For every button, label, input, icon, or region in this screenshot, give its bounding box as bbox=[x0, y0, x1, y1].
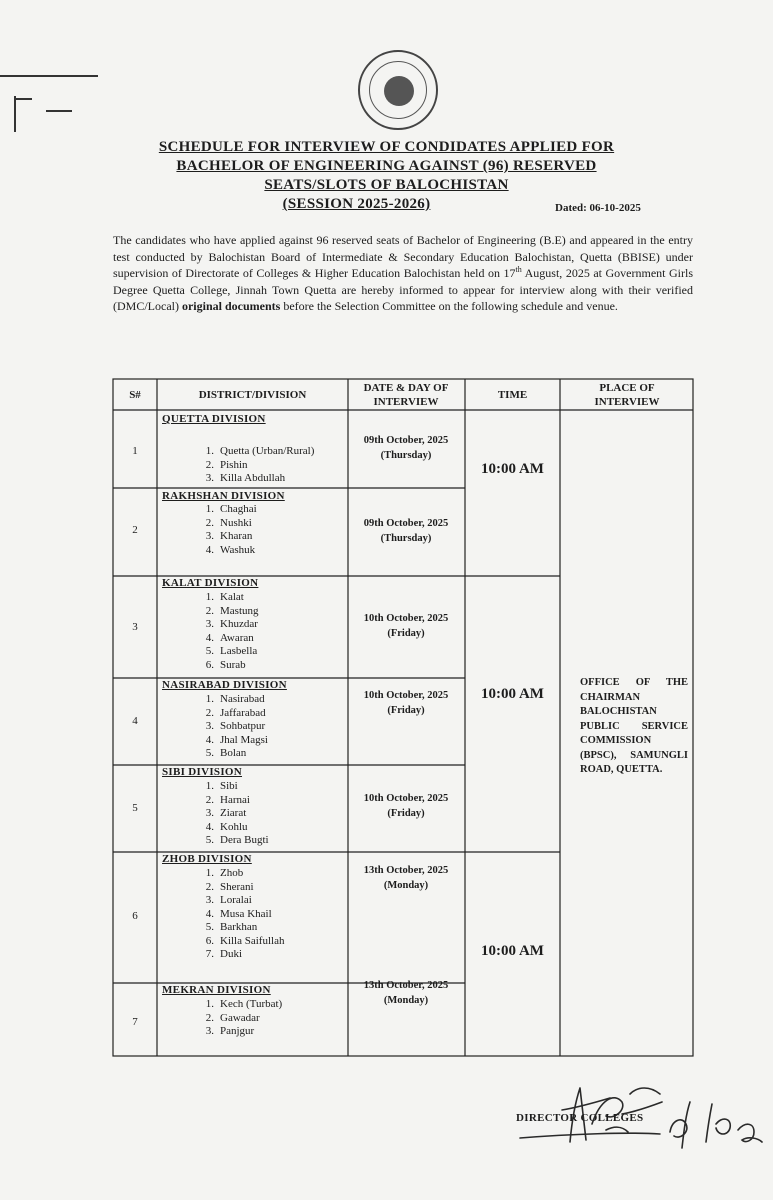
district-item: 1. Zhob bbox=[205, 867, 244, 879]
district-item: 1. Sibi bbox=[205, 780, 238, 792]
district-item: 4. Jhal Magsi bbox=[205, 733, 268, 746]
district-item: 6. Killa Saifullah bbox=[205, 934, 285, 947]
district-item: 3. Panjgur bbox=[205, 1025, 255, 1037]
scan-mark-top bbox=[0, 75, 98, 77]
row-5-sno: 5 bbox=[132, 802, 138, 814]
district-item: 1. Chaghai bbox=[205, 503, 257, 515]
header-district: DISTRICT/DIVISION bbox=[198, 389, 307, 401]
document-title-line-3: SEATS/SLOTS OF BALOCHISTAN bbox=[264, 177, 509, 193]
row-5-division: SIBI DIVISION bbox=[162, 766, 243, 778]
district-item: 4. Musa Khail bbox=[205, 907, 272, 920]
district-item: 3. Ziarat bbox=[205, 807, 247, 819]
district-item: 1. Nasirabad bbox=[205, 693, 265, 705]
district-item: 3. Kharan bbox=[205, 530, 253, 542]
district-item: 3. Loralai bbox=[205, 894, 252, 906]
row-7-sno: 7 bbox=[132, 1016, 138, 1028]
row-3-sno: 3 bbox=[132, 621, 138, 633]
row-1-date: 09th October, 2025 (Thursday) bbox=[363, 435, 449, 461]
header-date: DATE & DAY OF INTERVIEW bbox=[363, 382, 449, 408]
row-4-division: NASIRABAD DIVISION bbox=[162, 679, 287, 691]
row-1-sno: 1 bbox=[132, 445, 138, 457]
row-2-date: 09th October, 2025 (Thursday) bbox=[363, 518, 449, 544]
district-item: 5. Dera Bugti bbox=[205, 834, 269, 846]
document-title-session: (SESSION 2025-2026) bbox=[282, 196, 431, 212]
signatory-title: DIRECTOR COLLEGES bbox=[516, 1112, 644, 1124]
district-item: 4. Awaran bbox=[205, 631, 254, 644]
district-item: 6. Surab bbox=[205, 658, 246, 671]
district-item: 2. Mastung bbox=[205, 604, 259, 617]
scan-mark-arrow bbox=[46, 110, 72, 112]
row-7-date: 13th October, 2025 (Monday) bbox=[363, 980, 449, 1006]
intro-sup: th bbox=[515, 265, 522, 275]
row-3-division: KALAT DIVISION bbox=[162, 577, 259, 589]
district-item: 2. Gawadar bbox=[205, 1011, 260, 1024]
intro-text-1: The candidates who have applied against 96 reserved seats of Bachelor of Engineering (B.E) and appeared in the entry test conducted by Balochistan Board of Intermediate & Secondary Education Balochistan, Quetta (BBISE) under supervision of Directorate of Colleges & Higher Education Balochistan held on 17 bbox=[113, 233, 693, 281]
district-item: 4. Washuk bbox=[205, 543, 256, 556]
row-4-date: 10th October, 2025 (Friday) bbox=[363, 690, 449, 716]
district-item: 2. Harnai bbox=[205, 793, 250, 806]
row-2-districts bbox=[200, 503, 257, 557]
district-item: 1. Quetta (Urban/Rural) bbox=[205, 445, 315, 457]
district-item: 2. Pishin bbox=[205, 458, 248, 471]
intro-text-2: August, 2025 at Government Girls Degree Quetta College, Jinnah Town Quetta are hereby informed to appear for interview along with their verified (DMC/Local) bbox=[113, 266, 693, 314]
row-3-date: 10th October, 2025 (Friday) bbox=[363, 613, 449, 639]
district-item: 2. Jaffarabad bbox=[205, 706, 266, 719]
time-slot-2: 10:00 AM bbox=[481, 686, 544, 702]
row-6-date: 13th October, 2025 (Monday) bbox=[363, 865, 449, 891]
header-time: TIME bbox=[497, 389, 528, 401]
district-item: 5. Bolan bbox=[205, 747, 247, 759]
row-7-districts bbox=[200, 998, 282, 1039]
document-title-line-2: BACHELOR OF ENGINEERING AGAINST (96) RESERVED bbox=[176, 158, 597, 174]
row-7-division: MEKRAN DIVISION bbox=[162, 984, 271, 996]
district-item: 1. Kech (Turbat) bbox=[205, 998, 283, 1010]
row-1-districts bbox=[200, 445, 314, 486]
scan-mark-tick bbox=[14, 98, 32, 100]
district-item: 1. Kalat bbox=[205, 591, 244, 603]
row-5-date: 10th October, 2025 (Friday) bbox=[363, 793, 449, 819]
row-4-districts bbox=[200, 693, 268, 761]
row-3-districts bbox=[200, 591, 259, 672]
interview-venue: OFFICE OF THE CHAIRMAN BALOCHISTAN PUBLIC SERVICE COMMISSION (BPSC), SAMUNGLI ROAD, QUETTA. bbox=[580, 677, 688, 775]
header-place: PLACE OF INTERVIEW bbox=[594, 382, 660, 408]
district-item: 5. Lasbella bbox=[205, 645, 258, 657]
intro-bold: original documents bbox=[181, 299, 281, 314]
header-sno: S# bbox=[129, 389, 141, 401]
district-item: 5. Barkhan bbox=[205, 921, 258, 933]
time-slot-1: 10:00 AM bbox=[481, 461, 544, 477]
district-item: 3. Killa Abdullah bbox=[205, 472, 286, 484]
district-item: 4. Kohlu bbox=[205, 820, 248, 833]
document-title-line-1: SCHEDULE FOR INTERVIEW OF CONDIDATES APPLIED FOR bbox=[158, 139, 615, 155]
document-date: Dated: 06-10-2025 bbox=[555, 202, 641, 214]
board-seal bbox=[358, 50, 438, 130]
district-item: 2. Sherani bbox=[205, 880, 254, 893]
row-5-districts bbox=[200, 780, 269, 848]
intro-text-3: before the Selection Committee on the following schedule and venue. bbox=[280, 299, 618, 314]
row-2-division: RAKHSHAN DIVISION bbox=[162, 490, 285, 502]
row-1-division: QUETTA DIVISION bbox=[162, 413, 266, 425]
row-6-sno: 6 bbox=[132, 910, 138, 922]
district-item: 3. Khuzdar bbox=[205, 618, 258, 630]
intro-paragraph bbox=[113, 232, 693, 315]
row-2-sno: 2 bbox=[132, 524, 138, 536]
scan-mark-left bbox=[14, 96, 16, 132]
time-slot-3: 10:00 AM bbox=[481, 943, 544, 959]
row-6-division: ZHOB DIVISION bbox=[162, 853, 252, 865]
district-item: 2. Nushki bbox=[205, 516, 252, 529]
district-item: 3. Sohbatpur bbox=[205, 720, 266, 732]
row-4-sno: 4 bbox=[132, 715, 138, 727]
row-6-districts bbox=[200, 867, 284, 962]
district-item: 7. Duki bbox=[205, 948, 242, 960]
